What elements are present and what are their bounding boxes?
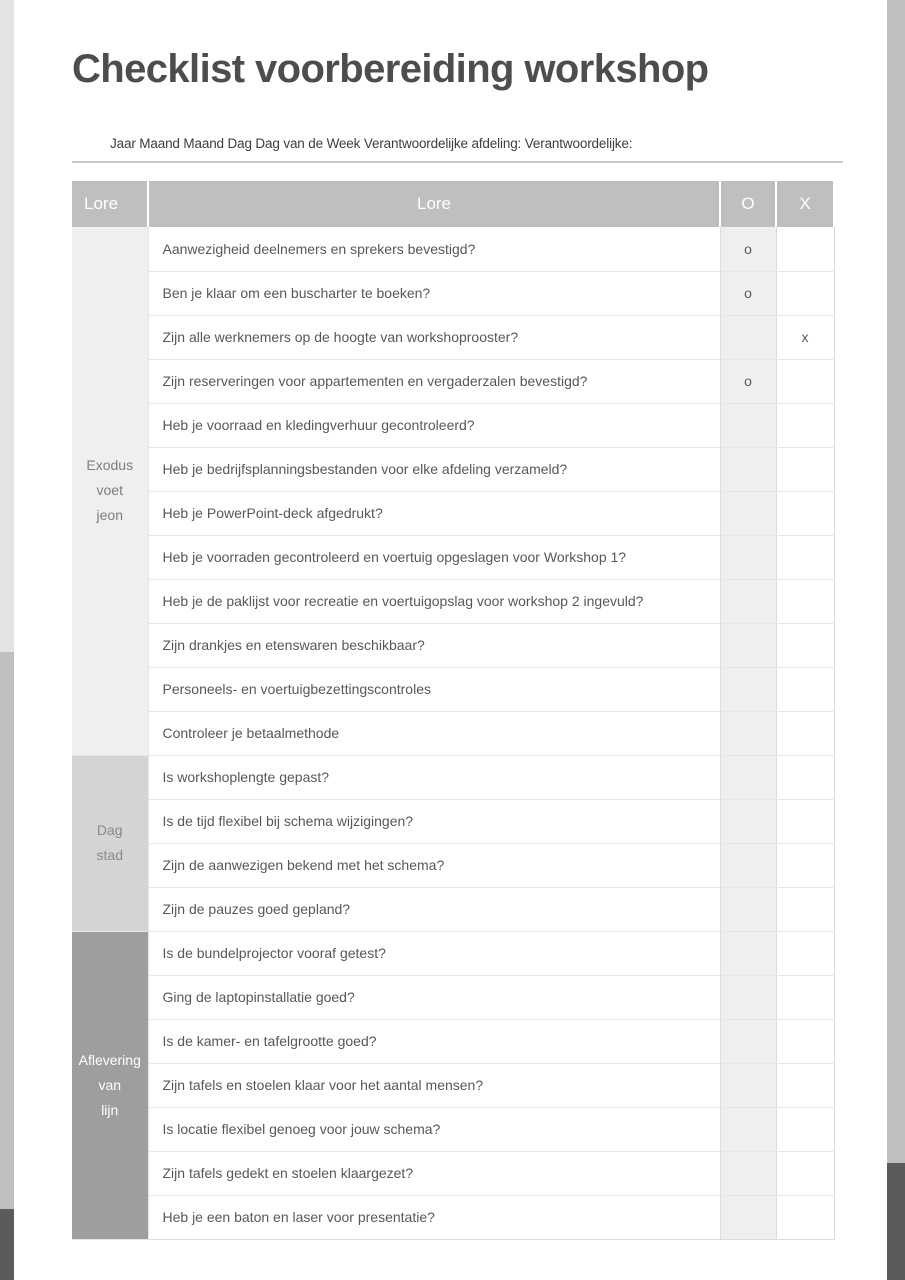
column-header-x: X (776, 181, 834, 227)
table-row (72, 315, 834, 359)
task-cell: Ben je klaar om een buscharter te boeken? (148, 271, 720, 315)
task-cell: Heb je bedrijfsplanningsbestanden voor elke afdeling verzameld? (148, 447, 720, 491)
table-row (72, 1019, 834, 1063)
table-row (72, 667, 834, 711)
o-mark-cell[interactable] (720, 887, 776, 931)
task-cell: Personeels- en voertuigbezettingscontroles (148, 667, 720, 711)
o-mark-cell[interactable] (720, 711, 776, 755)
task-cell: Is locatie flexibel genoeg voor jouw schema? (148, 1107, 720, 1151)
task-cell: Zijn de aanwezigen bekend met het schema? (148, 843, 720, 887)
o-mark-cell[interactable] (720, 1195, 776, 1239)
o-mark-cell[interactable] (720, 315, 776, 359)
o-mark-cell[interactable] (720, 579, 776, 623)
task-cell: Controleer je betaalmethode (148, 711, 720, 755)
o-mark-cell[interactable] (720, 1151, 776, 1195)
page-edge-right-lower (884, 1163, 905, 1280)
o-mark-cell[interactable] (720, 447, 776, 491)
task-cell: Zijn alle werknemers op de hoogte van workshoprooster? (148, 315, 720, 359)
table-row (72, 447, 834, 491)
x-mark-cell[interactable] (776, 1063, 834, 1107)
x-mark-cell[interactable] (776, 579, 834, 623)
table-row (72, 579, 834, 623)
x-mark-cell[interactable] (776, 843, 834, 887)
x-mark-cell[interactable] (776, 227, 834, 271)
task-cell: Is workshoplengte gepast? (148, 755, 720, 799)
o-mark-cell[interactable]: o (720, 359, 776, 403)
x-mark-cell[interactable] (776, 359, 834, 403)
table-row (72, 491, 834, 535)
x-mark-cell[interactable] (776, 1107, 834, 1151)
page-title: Checklist voorbereiding workshop (72, 47, 709, 91)
document-content (14, 0, 887, 1240)
table-row (72, 887, 834, 931)
o-mark-cell[interactable] (720, 843, 776, 887)
o-mark-cell[interactable] (720, 1107, 776, 1151)
column-header-task: Lore (148, 181, 720, 227)
o-mark-cell[interactable] (720, 755, 776, 799)
table-row (72, 975, 834, 1019)
x-mark-cell[interactable] (776, 755, 834, 799)
checklist-table (72, 181, 835, 1240)
o-mark-cell[interactable] (720, 799, 776, 843)
o-mark-cell[interactable] (720, 491, 776, 535)
o-mark-cell[interactable] (720, 975, 776, 1019)
task-cell: Is de bundelprojector vooraf getest? (148, 931, 720, 975)
document-page (14, 0, 887, 1280)
table-row (72, 931, 834, 975)
task-cell: Zijn reserveringen voor appartementen en vergaderzalen bevestigd? (148, 359, 720, 403)
x-mark-cell[interactable] (776, 975, 834, 1019)
o-mark-cell[interactable] (720, 931, 776, 975)
task-cell: Is de tijd flexibel bij schema wijzigingen? (148, 799, 720, 843)
x-mark-cell[interactable]: x (776, 315, 834, 359)
table-row (72, 843, 834, 887)
x-mark-cell[interactable] (776, 447, 834, 491)
x-mark-cell[interactable] (776, 1195, 834, 1239)
table-row (72, 623, 834, 667)
o-mark-cell[interactable]: o (720, 271, 776, 315)
o-mark-cell[interactable]: o (720, 227, 776, 271)
task-cell: Zijn de pauzes goed gepland? (148, 887, 720, 931)
column-header-group: Lore (72, 181, 148, 227)
task-cell: Heb je PowerPoint-deck afgedrukt? (148, 491, 720, 535)
table-row (72, 1107, 834, 1151)
table-row (72, 755, 834, 799)
table-row (72, 271, 834, 315)
task-cell: Heb je voorraad en kledingverhuur gecontroleerd? (148, 403, 720, 447)
x-mark-cell[interactable] (776, 403, 834, 447)
task-cell: Zijn tafels en stoelen klaar voor het aantal mensen? (148, 1063, 720, 1107)
group-label-cell: Dag stad (72, 755, 148, 931)
x-mark-cell[interactable] (776, 1151, 834, 1195)
task-cell: Zijn tafels gedekt en stoelen klaargezet? (148, 1151, 720, 1195)
table-header-row (72, 181, 834, 227)
x-mark-cell[interactable] (776, 799, 834, 843)
x-mark-cell[interactable] (776, 491, 834, 535)
x-mark-cell[interactable] (776, 1019, 834, 1063)
x-mark-cell[interactable] (776, 887, 834, 931)
checklist-table-body (72, 227, 834, 1239)
table-row (72, 711, 834, 755)
o-mark-cell[interactable] (720, 623, 776, 667)
checklist-table-head (72, 181, 834, 227)
o-mark-cell[interactable] (720, 1019, 776, 1063)
table-row (72, 1151, 834, 1195)
document-meta-row (72, 136, 843, 163)
o-mark-cell[interactable] (720, 667, 776, 711)
table-row (72, 799, 834, 843)
task-cell: Heb je een baton en laser voor presentatie? (148, 1195, 720, 1239)
column-header-o: O (720, 181, 776, 227)
task-cell: Heb je voorraden gecontroleerd en voertuig opgeslagen voor Workshop 1? (148, 535, 720, 579)
o-mark-cell[interactable] (720, 403, 776, 447)
task-cell: Zijn drankjes en etenswaren beschikbaar? (148, 623, 720, 667)
x-mark-cell[interactable] (776, 271, 834, 315)
table-row (72, 1063, 834, 1107)
table-row (72, 1195, 834, 1239)
o-mark-cell[interactable] (720, 1063, 776, 1107)
x-mark-cell[interactable] (776, 667, 834, 711)
group-label-cell: Aflevering van lijn (72, 931, 148, 1239)
group-label-cell: Exodus voet jeon (72, 227, 148, 755)
document-subtitle: Jaar Maand Maand Dag Dag van de Week Verantwoordelijke afdeling: Verantwoordelijke: (110, 136, 633, 151)
table-row (72, 535, 834, 579)
x-mark-cell[interactable] (776, 535, 834, 579)
table-row (72, 227, 834, 271)
task-cell: Ging de laptopinstallatie goed? (148, 975, 720, 1019)
x-mark-cell[interactable] (776, 623, 834, 667)
task-cell: Is de kamer- en tafelgrootte goed? (148, 1019, 720, 1063)
table-row (72, 359, 834, 403)
x-mark-cell[interactable] (776, 931, 834, 975)
page-edge-left-upper (0, 0, 14, 652)
x-mark-cell[interactable] (776, 711, 834, 755)
o-mark-cell[interactable] (720, 535, 776, 579)
task-cell: Heb je de paklijst voor recreatie en voertuigopslag voor workshop 2 ingevuld? (148, 579, 720, 623)
table-row (72, 403, 834, 447)
page-edge-right-upper (887, 0, 905, 1163)
task-cell: Aanwezigheid deelnemers en sprekers bevestigd? (148, 227, 720, 271)
